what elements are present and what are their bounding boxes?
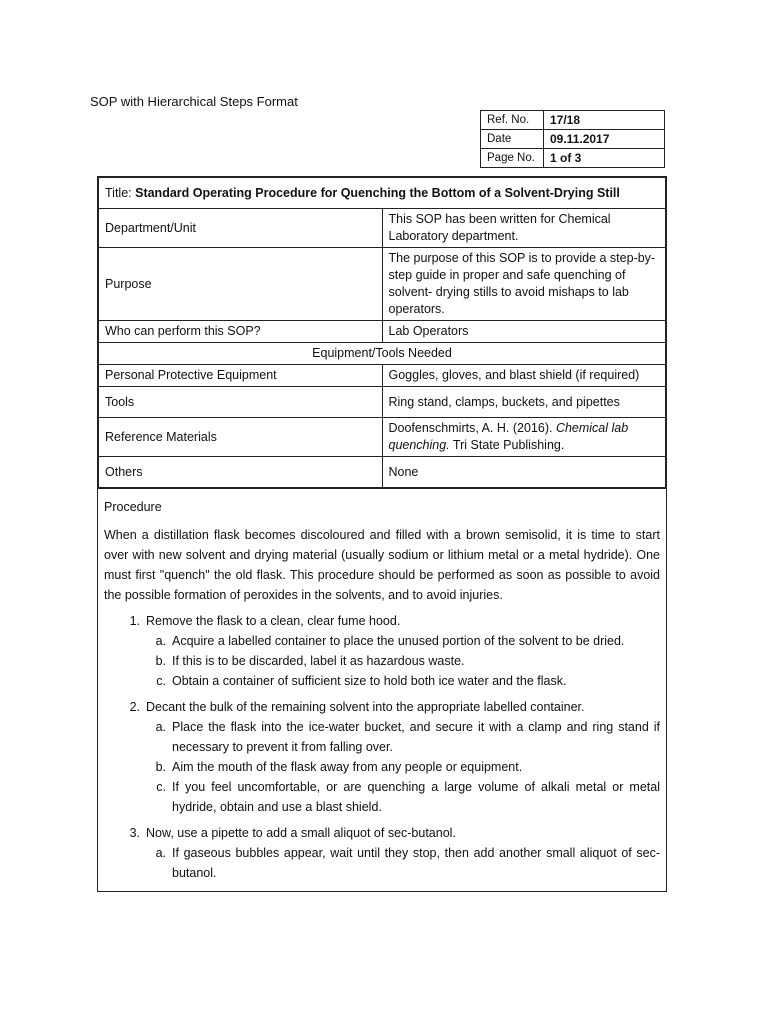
who-value: Lab Operators xyxy=(382,321,666,343)
ppe-value: Goggles, gloves, and blast shield (if required) xyxy=(382,365,666,387)
department-value: This SOP has been written for Chemical Laboratory department. xyxy=(382,209,666,248)
equipment-heading-row xyxy=(99,343,666,365)
tools-value: Ring stand, clamps, buckets, and pipettes xyxy=(382,387,666,418)
others-value: None xyxy=(382,457,666,488)
substep-letter: a. xyxy=(155,634,166,648)
who-row xyxy=(99,321,666,343)
substep-letter: b. xyxy=(155,760,166,774)
substep-letter: c. xyxy=(156,674,166,688)
meta-row-date xyxy=(481,130,665,149)
ppe-label: Personal Protective Equipment xyxy=(99,365,383,387)
substep-text: If this is to be discarded, label it as hazardous waste. xyxy=(172,654,465,668)
meta-value: 09.11.2017 xyxy=(544,130,665,149)
who-label: Who can perform this SOP? xyxy=(99,321,383,343)
meta-label: Date xyxy=(481,130,544,149)
procedure-step xyxy=(104,823,660,883)
purpose-value: The purpose of this SOP is to provide a step-by-step guide in proper and safe quenching of solvent- drying stills to avoid mishaps to lab operators. xyxy=(382,248,666,321)
sop-title: Standard Operating Procedure for Quenching the Bottom of a Solvent-Drying Still xyxy=(135,185,620,200)
procedure-intro: When a distillation flask becomes discoloured and filled with a brown semisolid, it is time to start over with new solvent and drying material (usually sodium or lithium metal or a metal hydride). One must first "quench" the old flask. This procedure should be performed as soon as possible to avoid the possible formation of peroxides in the solvents, and to avoid injuries. xyxy=(104,528,660,602)
equipment-heading: Equipment/Tools Needed xyxy=(99,343,666,365)
reference-row xyxy=(99,418,666,457)
reference-publisher: Tri State Publishing. xyxy=(449,438,565,452)
substep-text: Obtain a container of sufficient size to hold both ice water and the flask. xyxy=(172,674,567,688)
department-label: Department/Unit xyxy=(99,209,383,248)
purpose-label: Purpose xyxy=(99,248,383,321)
meta-row-ref xyxy=(481,111,665,130)
title-cell xyxy=(99,178,666,209)
reference-author: Doofenschmirts, A. H. (2016). xyxy=(388,421,556,435)
step-text: Decant the bulk of the remaining solvent into the appropriate labelled container. xyxy=(146,700,585,714)
document-heading: SOP with Hierarchical Steps Format xyxy=(90,94,298,109)
substep-text: Place the flask into the ice-water bucket, and secure it with a clamp and ring stand if necessary to prevent it from falling over. xyxy=(172,720,660,754)
title-row xyxy=(99,178,666,209)
reference-value xyxy=(382,418,666,457)
meta-value: 17/18 xyxy=(544,111,665,130)
ppe-row xyxy=(99,365,666,387)
title-label: Title: xyxy=(105,185,136,200)
substep-letter: b. xyxy=(155,654,166,668)
meta-row-page xyxy=(481,149,665,168)
document-meta-table xyxy=(480,110,665,168)
procedure-section xyxy=(98,488,666,891)
meta-label: Page No. xyxy=(481,149,544,168)
substep-text: If gaseous bubbles appear, wait until they stop, then add another small aliquot of sec-butanol. xyxy=(172,846,660,880)
procedure-step xyxy=(104,697,660,817)
purpose-row xyxy=(99,248,666,321)
substep-text: Aim the mouth of the flask away from any people or equipment. xyxy=(172,760,523,774)
substep-text: If you feel uncomfortable, or are quenching a large volume of alkali metal or metal hydride, obtain and use a blast shield. xyxy=(172,780,660,814)
step-number: 1. xyxy=(129,614,140,628)
reference-book-title: Chemical lab quenching. xyxy=(388,421,629,452)
others-row xyxy=(99,457,666,488)
procedure-step xyxy=(104,611,660,691)
step-number: 2. xyxy=(129,700,140,714)
step-number: 3. xyxy=(129,826,140,840)
substep-letter: a. xyxy=(155,720,166,734)
substep-letter: c. xyxy=(156,780,166,794)
procedure-heading: Procedure xyxy=(104,500,162,514)
substep-text: Acquire a labelled container to place the unused portion of the solvent to be dried. xyxy=(172,634,625,648)
step-text: Now, use a pipette to add a small aliquot of sec-butanol. xyxy=(146,826,456,840)
department-row xyxy=(99,209,666,248)
step-text: Remove the flask to a clean, clear fume hood. xyxy=(146,614,401,628)
others-label: Others xyxy=(99,457,383,488)
meta-label: Ref. No. xyxy=(481,111,544,130)
sop-table xyxy=(97,176,667,892)
substep-letter: a. xyxy=(155,846,166,860)
meta-value: 1 of 3 xyxy=(544,149,665,168)
tools-row xyxy=(99,387,666,418)
reference-label: Reference Materials xyxy=(99,418,383,457)
tools-label: Tools xyxy=(99,387,383,418)
